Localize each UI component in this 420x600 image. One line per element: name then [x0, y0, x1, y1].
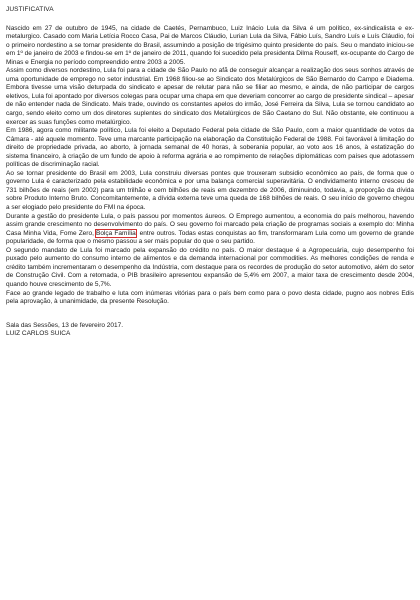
- paragraph-closing: Face ao grande legado de trabalho e luta com inúmeras vitórias para o país bem como para o povo desta cidade, pugno aos nobres Edis pela aprovação, à unanimidade, da presente Resolução.: [6, 289, 414, 306]
- paragraph-deputy: Em 1986, agora como militante político, Lula foi eleito a Deputado Federal pela cidade de São Paulo, com a maior quantidade de votos da Câmara - até aquele momento. Teve uma marcante participação na elaboração da Constituição Federal de 1988. Foi favorável à limitação do direito de propriedade privada, ao aborto, à jornada semanal de 40 horas, à soberania popular, ao voto aos 16 anos, à estatização do sistema financeiro, à criação de um fundo de apoio à reforma agrária e ao rompimento de relações diplomáticas com países que adotassem políticas de discriminação racial.: [6, 127, 414, 169]
- paragraph-birth: Nascido em 27 de outubro de 1945, na cidade de Caetés, Pernambuco, Luiz Inácio Lula da Silva é um político, ex-sindicalista e ex-metalurgico. Casado com Maria Letícia Rocco Casa, Pai de Marcos Cláudio, Lurian Lula da Silva, Fábio Luís, Sandro Luís e Luís Cláudio, foi o primeiro nordestino a se tornar presidente do Brasil, assumindo a posição de trigésimo quinto presidente do país. Seu o mandato iniciou-se em 1º de janeiro de 2003 e findou-se em 1º de janeiro de 2011, quando foi sucedido pela presidenta Dilma Rouseff, ex-ocupante do Cargo de Minas e Energia no período compreendido entre 2003 a 2005.: [6, 24, 414, 66]
- resolution-document: [6, 6, 414, 339]
- paragraph-social-programs-tail: , entre outros. Todas estas conquistas ao fim, transformaram Lula como um governo de grande popularidade, de forma que o mesmo passou a ser mais popular do que o seu partido.: [6, 229, 415, 246]
- signoff-line: Sala das Sessões, 13 de fevereiro 2017.: [6, 321, 124, 329]
- paragraph-social-programs: [6, 213, 414, 247]
- paragraph-second-term: O segundo mandato de Lula foi marcado pela expansão do crédito no país. O maior destaque é a Agropecuária, cujo desempenho foi puxado pelo aumento do consumo interno de alimentos e da demanda internacional por commodities. As melhores condições de renda e crédito também incrementaram o desempenho da Indústria, com destaque para os recordes de produção do setor automotivo, além do setor de Construção Civil. Com a retomada, o PIB brasileiro apresentou expansão de 5,4% em 2007, a maior taxa de crescimento desde 2004, quando houve crescimento de 5,7%.: [6, 246, 414, 288]
- signer-name: LUIZ CARLOS SUICA: [6, 330, 71, 338]
- paragraph-social-programs-text: Durante a gestão do presidente Lula, o país passou por momentos áureos. O Emprego aumentou, a economia do país melhorou, havendo assim grande crescimento no desenvolvimento do país. O seu governo foi marcado pela criação de programas sociais a exemplo do: Minha Casa Minha Vida, Fome Zero,: [6, 212, 414, 237]
- paragraph-presidency: Ao se tornar presidente do Brasil em 2003, Lula construiu diversas pontes que trouxeram subsidio econômico ao país, de forma que o governo Lula é caracterizado pela estabilidade econômica e por uma balança comercial superavitária. O endividamento interno cresceu de 731 bilhões de reais (em 2002) para um trilhão e cem bilhões de reais em dezembro de 2006, diminuindo, todavia, a proporção da dívida sobre Produto Interno Bruto. Concomitantemente, a dívida externa teve uma queda de 168 bilhões de reais. O seu início de governo chegou a ser elogiado pelo presidente do FMI na época.: [6, 169, 414, 212]
- document-heading: JUSTIFICATIVA: [6, 6, 54, 13]
- paragraph-union: Assim como diversos nordestino, Lula foi para a cidade de São Paulo no afã de conseguir alcançar a realização dos seus sonhos através de uma oportunidade de emprego no setor industrial. Em 1968 filiou-se ao Sindicato dos Metalúrgicos de São Bernardo do Campo e Diadema. Embora tivesse uma visão deturpada do sindicato e apesar de relutar para não se filiar ao mesmo, e ainda, de não participar de cargos eletivos, Lula foi apontado por diversos colegas para ocupar uma chapa em que deveriam concorrer ao cargo de presidente sindical – apesar de não entender nada de Sindicato. Mais trade, ouvindo os constantes apelos do irmão, José Ferreira da Silva, Lula se tornou candidato ao cargo, sendo eleito como um dos diretores suplentes do sindicato dos Metalúrgicos de São Caetano do Sul. Não obstante, ele continuou a exercer as suas funções como metalúrgico.: [6, 67, 414, 126]
- highlighted-term: Bolça Família: [96, 229, 136, 237]
